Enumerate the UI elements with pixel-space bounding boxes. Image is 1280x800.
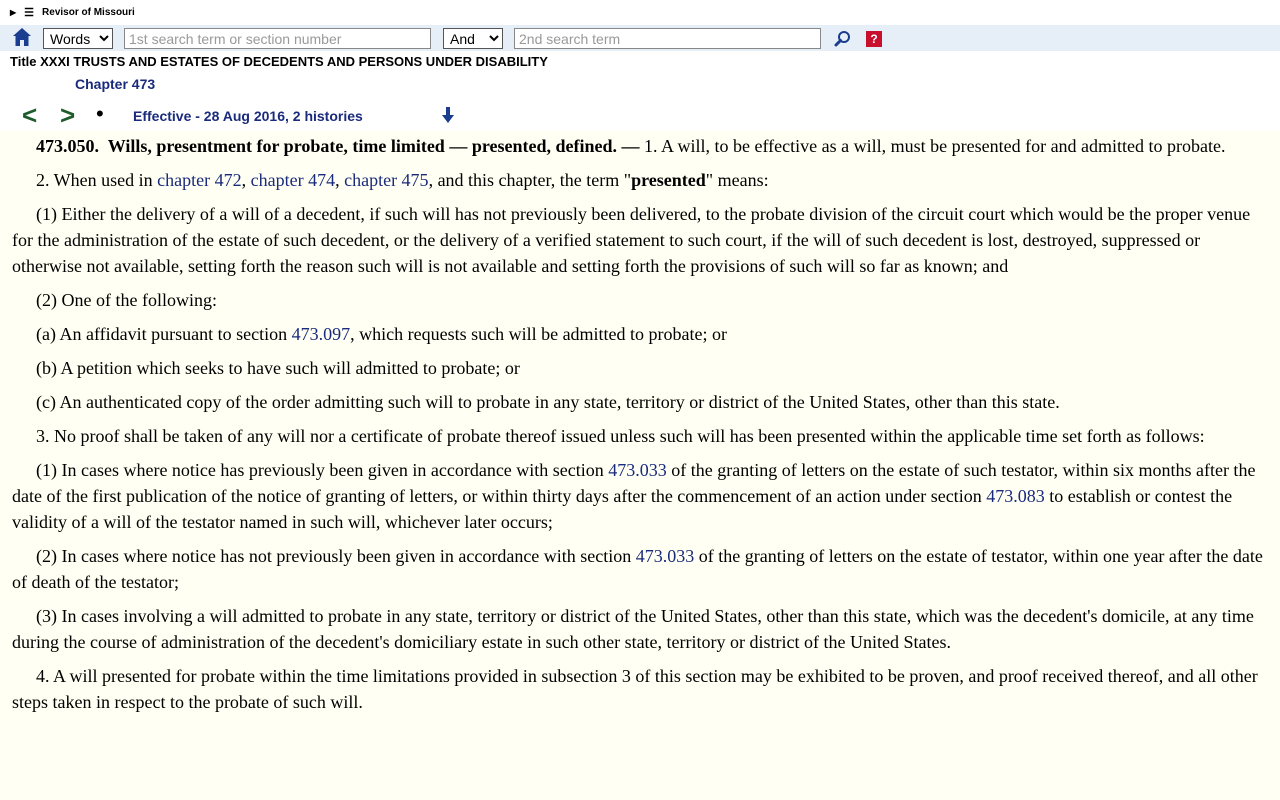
second-search-input[interactable] [514,28,821,49]
defined-term: presented [631,170,706,190]
section-473-083-link[interactable]: 473.083 [986,486,1045,506]
chapter-475-link[interactable]: chapter 475 [344,170,429,190]
first-search-input[interactable] [124,28,431,49]
paragraph-text: of the granting of letters on the estate of such testator, within six months after the date of the first publication of the notice of granting of letters, or within thirty days after the commencement of an action under section [12,460,1256,506]
search-mode-select[interactable] [43,28,113,49]
title-heading: Title XXXI TRUSTS AND ESTATES OF DECEDENTS AND PERSONS UNDER DISABILITY [10,54,548,69]
next-section-button[interactable]: > [60,100,76,130]
paragraph-text: (2) In cases where notice has not previously been given in accordance with section [36,546,636,566]
paragraph-5 [0,321,1280,347]
paragraph-text: 1. A will, to be effective as a will, must be presented for and admitted to probate. [639,136,1226,156]
paragraph-10 [0,543,1280,595]
section-473-097-link[interactable]: 473.097 [291,324,351,344]
help-icon[interactable]: ? [866,31,882,47]
paragraph-12: 4. A will presented for probate within the time limitations provided in subsection 3 of this section may be exhibited to be proven, and proof received thereof, and all other steps taken in respect to the probate of such will. [12,666,1258,712]
chapter-link[interactable]: Chapter 473 [75,76,156,92]
paragraph-2 [0,167,1280,193]
paragraph-1 [0,130,1280,159]
paragraph-text: " means: [705,170,769,190]
previous-section-button[interactable]: < [22,100,38,130]
search-icon[interactable] [834,30,852,48]
chapter-474-link[interactable]: chapter 474 [250,170,336,190]
paragraph-text: , which requests such will be admitted to probate; or [350,324,728,344]
paragraph-text: (a) An affidavit pursuant to section [36,324,292,344]
paragraph-9 [0,457,1280,535]
paragraph-text: of the granting of letters on the estate of testator, within one year after the date of death of the testator; [12,546,1263,592]
site-title: Revisor of Missouri [42,6,135,18]
search-operator-select[interactable] [443,28,503,49]
statute-text [0,130,1280,800]
section-number: 473.050. [36,136,99,156]
paragraph-text: 2. When used in [36,170,158,190]
section-heading: Wills, presentment for probate, time limited — presented, defined. — [107,136,640,156]
paragraph-text: to establish or contest the validity of a will of the testator named in such will, whichever later occurs; [12,486,1233,532]
home-icon[interactable] [11,26,33,48]
section-473-033-link[interactable]: 473.033 [608,460,667,480]
paragraph-7: (c) An authenticated copy of the order admitting such will to probate in any state, territory or district of the United States, other than this state. [36,392,1060,412]
paragraph-11: (3) In cases involving a will admitted to probate in any state, territory or district of the United States, other than this state, which was the decedent's domicile, at any time during the course of administration of the decedent's domiciliary estate in such other state, territory or district of the United States. [12,606,1254,652]
section-nav [0,100,1280,130]
paragraph-6: (b) A petition which seeks to have such will admitted to probate; or [36,358,520,378]
separator-text: , [335,170,345,190]
paragraph-3: (1) Either the delivery of a will of a decedent, if such will has not previously been delivered, to the probate division of the circuit court which would be the proper venue for the administration of the estate of such decedent, or the delivery of a verified statement to such court, if the will of such decedent is lost, destroyed, suppressed or otherwise not available, setting forth the reason such will is not available and setting forth the provisions of such will so far as known; and [12,204,1251,276]
section-473-033-link[interactable]: 473.033 [635,546,695,566]
separator-text: , [241,170,251,190]
paragraph-text: (1) In cases where notice has previously been given in accordance with section [36,460,609,480]
chapter-472-link[interactable]: chapter 472 [157,170,242,190]
menu-icon[interactable]: ☰ [24,6,35,19]
paragraph-8: 3. No proof shall be taken of any will nor a certificate of probate thereof issued unless such will has been presented within the applicable time set forth as follows: [36,426,1205,446]
expand-triangle-icon[interactable]: ▶ [10,7,17,17]
down-arrow-icon[interactable] [440,106,456,124]
paragraph-4: (2) One of the following: [36,290,217,310]
section-index-button[interactable]: • [96,101,104,126]
paragraph-text: , and this chapter, the term " [428,170,632,190]
effective-date-link[interactable]: Effective - 28 Aug 2016, 2 histories [133,108,363,124]
search-bar [0,25,1280,51]
top-bar [0,0,1280,24]
